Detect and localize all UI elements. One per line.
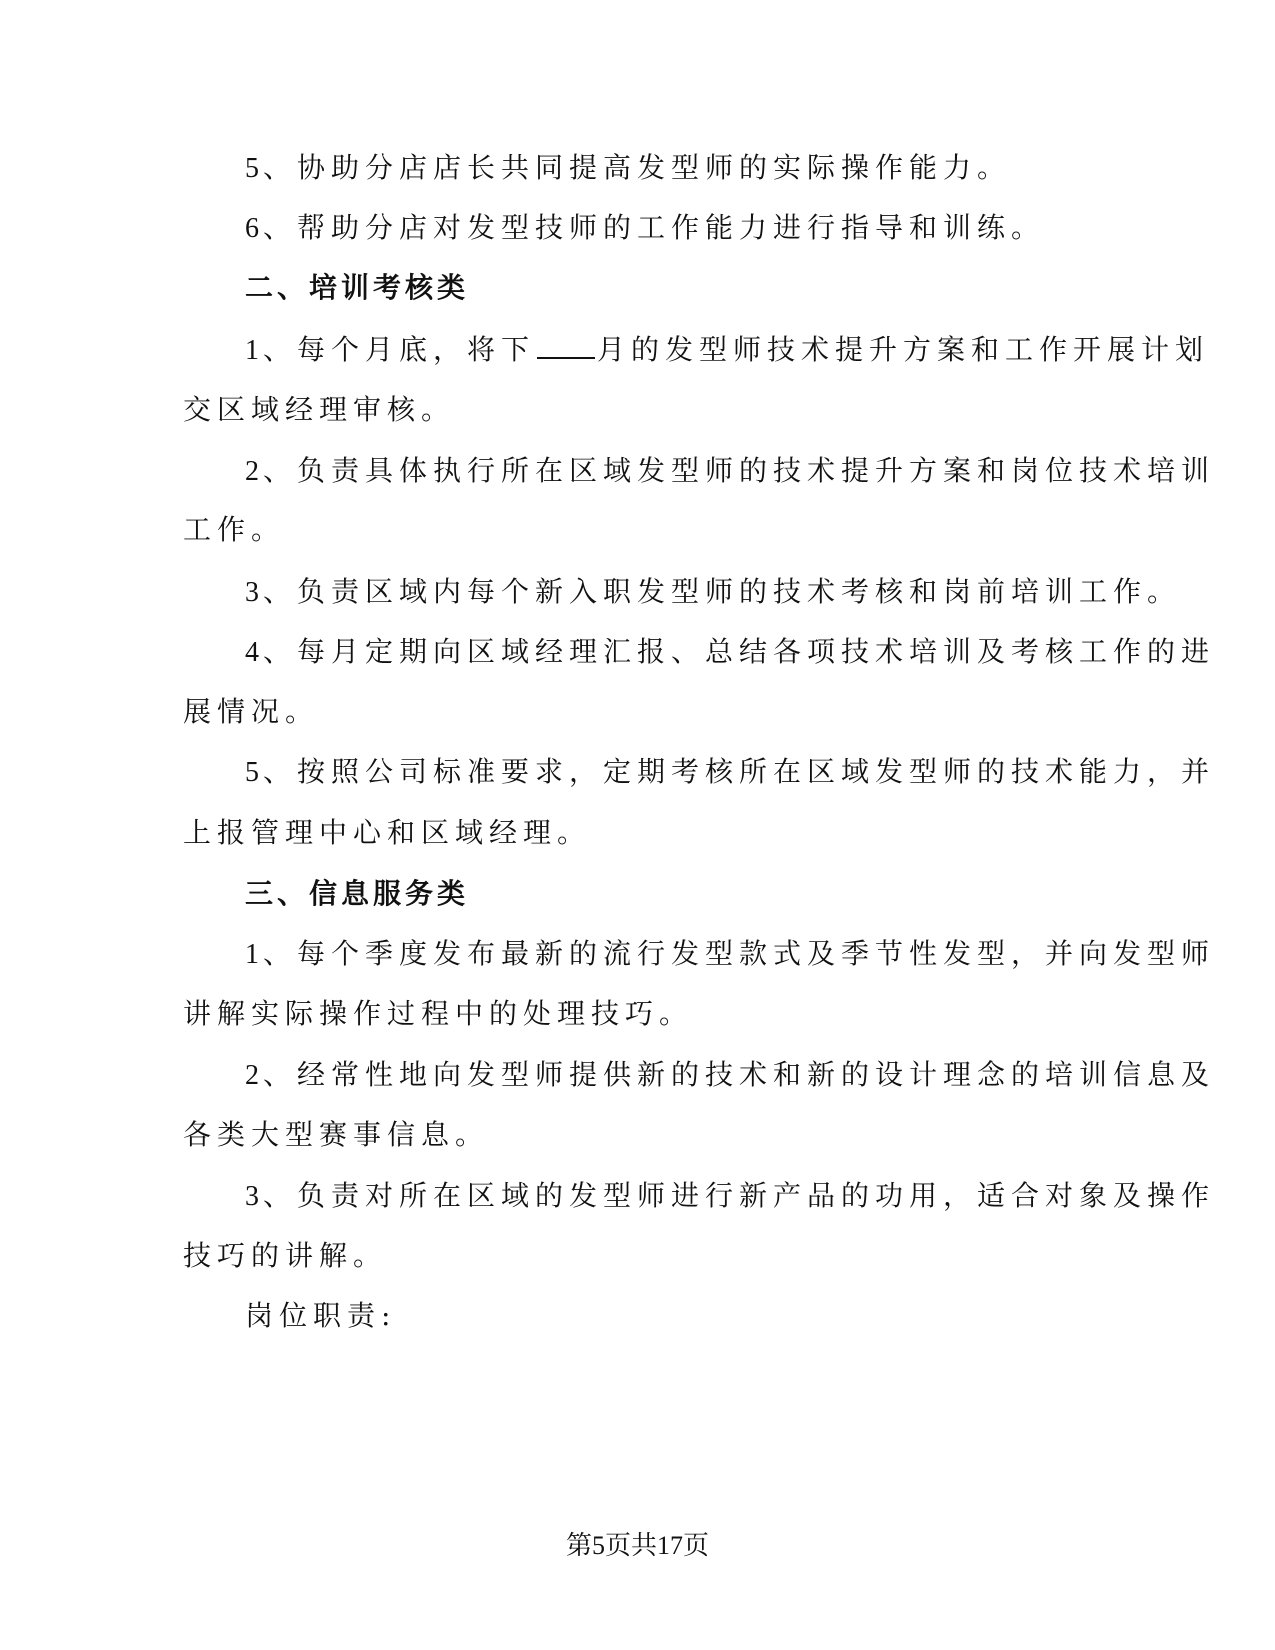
paragraph-5 (245, 150, 1063, 187)
item-text: 、负责对所在区域的发型师进行新产品的功用，适合对象及操作 (263, 1179, 1216, 1212)
item-number: 2 (245, 456, 259, 487)
training-item-1 (245, 332, 1210, 369)
fill-in-blank (537, 335, 595, 359)
item-number: 3 (245, 1181, 259, 1212)
info-item-1-continued: 讲解实际操作过程中的处理技巧。 (183, 997, 694, 1030)
item-number: 1 (245, 335, 259, 366)
paragraph-6 (245, 210, 1063, 247)
item-number: 5 (245, 153, 259, 184)
training-item-3 (245, 574, 1182, 611)
page-footer-number: 第5页共17页 (565, 1531, 709, 1560)
item-text: 、按照公司标准要求，定期考核所在区域发型师的技术能力，并 (263, 755, 1216, 788)
duties-label: 岗位职责: (245, 1299, 397, 1332)
item-number: 6 (245, 213, 259, 244)
item-number: 1 (245, 939, 259, 970)
training-item-5-continued: 上报管理中心和区域经理。 (183, 816, 592, 849)
training-item-1-continued: 交区域经理审核。 (183, 393, 456, 426)
item-number: 3 (245, 577, 259, 608)
info-item-3-continued: 技巧的讲解。 (183, 1239, 388, 1272)
item-number: 5 (245, 757, 259, 788)
info-item-2 (245, 1057, 1216, 1094)
training-item-5 (245, 754, 1216, 791)
section-heading-training: 二、培训考核类 (245, 271, 470, 304)
section-heading-info-services: 三、信息服务类 (245, 877, 470, 910)
training-item-4-continued: 展情况。 (183, 695, 320, 728)
training-item-2-continued: 工作。 (183, 513, 286, 546)
training-item-4 (245, 634, 1216, 671)
item-text: 、每个季度发布最新的流行发型款式及季节性发型，并向发型师 (263, 937, 1216, 970)
item-text: 、经常性地向发型师提供新的技术和新的设计理念的培训信息及 (263, 1058, 1216, 1091)
item-text: 、负责区域内每个新入职发型师的技术考核和岗前培训工作。 (263, 575, 1182, 608)
item-number: 2 (245, 1060, 259, 1091)
info-item-3 (245, 1178, 1216, 1215)
info-item-2-continued: 各类大型赛事信息。 (183, 1118, 490, 1151)
item-number: 4 (245, 637, 259, 668)
training-item-2 (245, 453, 1216, 490)
item-text: 、每月定期向区域经理汇报、总结各项技术培训及考核工作的进 (263, 635, 1216, 668)
item-text: 、协助分店店长共同提高发型师的实际操作能力。 (263, 151, 1012, 184)
item-text-a: 、每个月底，将下 (263, 333, 536, 366)
item-text: 、帮助分店对发型技师的工作能力进行指导和训练。 (263, 211, 1046, 244)
info-item-1 (245, 936, 1216, 973)
item-text-b: 月的发型师技术提升方案和工作开展计划 (597, 333, 1210, 366)
item-text: 、负责具体执行所在区域发型师的技术提升方案和岗位技术培训 (263, 454, 1216, 487)
